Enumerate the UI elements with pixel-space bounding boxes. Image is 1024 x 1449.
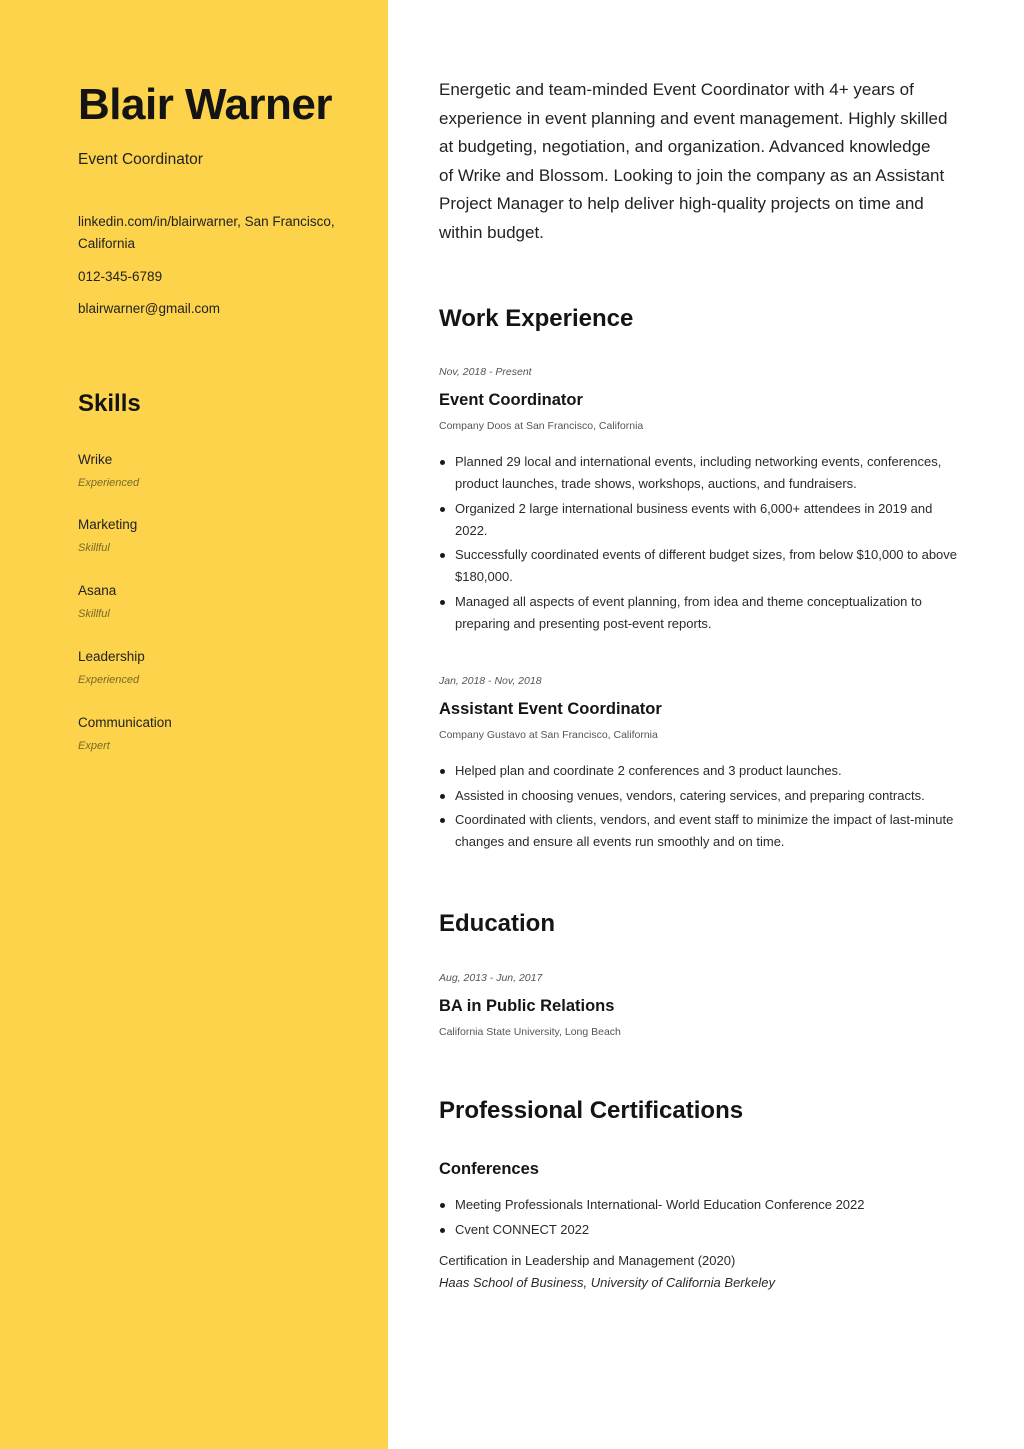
skill-name: Wrike: [78, 452, 113, 467]
conferences-heading: Conferences: [439, 1160, 539, 1178]
job-bullet: Helped plan and coordinate 2 conferences and 3 product launches.: [455, 760, 959, 782]
job-bullet: Coordinated with clients, vendors, and event staff to minimize the impact of last-minute changes and ensure all events run smoothly and on time.: [455, 809, 959, 853]
job-date: Nov, 2018 - Present: [439, 366, 532, 378]
sidebar: [0, 0, 388, 1449]
job-bullets: [439, 760, 959, 853]
skill-level: Experienced: [78, 477, 140, 489]
job-date: Jan, 2018 - Nov, 2018: [439, 675, 542, 687]
job-company: Company Gustavo at San Francisco, California: [439, 729, 658, 741]
education-date: Aug, 2013 - Jun, 2017: [439, 972, 543, 984]
skill-level: Skillful: [78, 608, 110, 620]
job-title: Event Coordinator: [439, 391, 583, 409]
candidate-role: Event Coordinator: [78, 151, 203, 168]
work-experience-heading: Work Experience: [439, 305, 634, 332]
candidate-name: Blair Warner: [78, 80, 333, 129]
skill-item: [78, 450, 338, 490]
contact-linkedin: linkedin.com/in/blairwarner, San Francisco, California: [78, 214, 335, 251]
certification-issuer: Haas School of Business, University of California Berkeley: [439, 1275, 775, 1290]
job-entry: [439, 365, 959, 637]
job-bullets: [439, 451, 959, 635]
skills-heading: Skills: [78, 390, 141, 417]
skill-item: [78, 515, 338, 555]
job-entry: [439, 674, 959, 856]
education-heading: Education: [439, 910, 556, 937]
certifications-heading: Professional Certifications: [439, 1097, 744, 1124]
conference-bullets: [439, 1194, 959, 1241]
conference-item: Cvent CONNECT 2022: [455, 1219, 959, 1241]
job-company: Company Doos at San Francisco, California: [439, 420, 644, 432]
skill-level: Skillful: [78, 542, 110, 554]
conferences-list: [439, 1186, 959, 1243]
education-school: California State University, Long Beach: [439, 1026, 621, 1038]
skill-item: [78, 647, 338, 687]
conference-item: Meeting Professionals International- World Education Conference 2022: [455, 1194, 959, 1216]
contact-phone: 012-345-6789: [78, 269, 163, 284]
skill-name: Marketing: [78, 517, 138, 532]
contact-email: blairwarner@gmail.com: [78, 301, 220, 316]
job-bullet: Assisted in choosing venues, vendors, catering services, and preparing contracts.: [455, 785, 959, 807]
skill-name: Leadership: [78, 649, 145, 664]
skill-item: [78, 713, 338, 753]
skill-name: Asana: [78, 583, 117, 598]
education-degree: BA in Public Relations: [439, 997, 615, 1015]
main-content: [388, 0, 1024, 1449]
certification-name: Certification in Leadership and Management (2020): [439, 1253, 736, 1268]
skill-level: Expert: [78, 740, 110, 752]
education-entry: [439, 971, 959, 1039]
skill-item: [78, 581, 338, 621]
summary-paragraph: Energetic and team-minded Event Coordinator with 4+ years of experience in event planning and event management. Highly skilled at budgeting, negotiation, and organization. Advanced knowledge of Wrike and Blossom. Looking to join the company as an Assistant Project Manager to help deliver high-quality projects on time and within budget.: [439, 80, 948, 242]
skill-name: Communication: [78, 715, 172, 730]
job-bullet: Managed all aspects of event planning, from idea and theme conceptualization to preparing and presenting post-event reports.: [455, 591, 959, 635]
job-bullet: Organized 2 large international business events with 6,000+ attendees in 2019 and 2022.: [455, 498, 959, 542]
job-bullet: Planned 29 local and international events, including networking events, conferences, product launches, trade shows, workshops, auctions, and fundraisers.: [455, 451, 959, 495]
skill-level: Experienced: [78, 674, 140, 686]
job-bullet: Successfully coordinated events of different budget sizes, from below $10,000 to above $180,000.: [455, 544, 959, 588]
job-title: Assistant Event Coordinator: [439, 700, 662, 718]
